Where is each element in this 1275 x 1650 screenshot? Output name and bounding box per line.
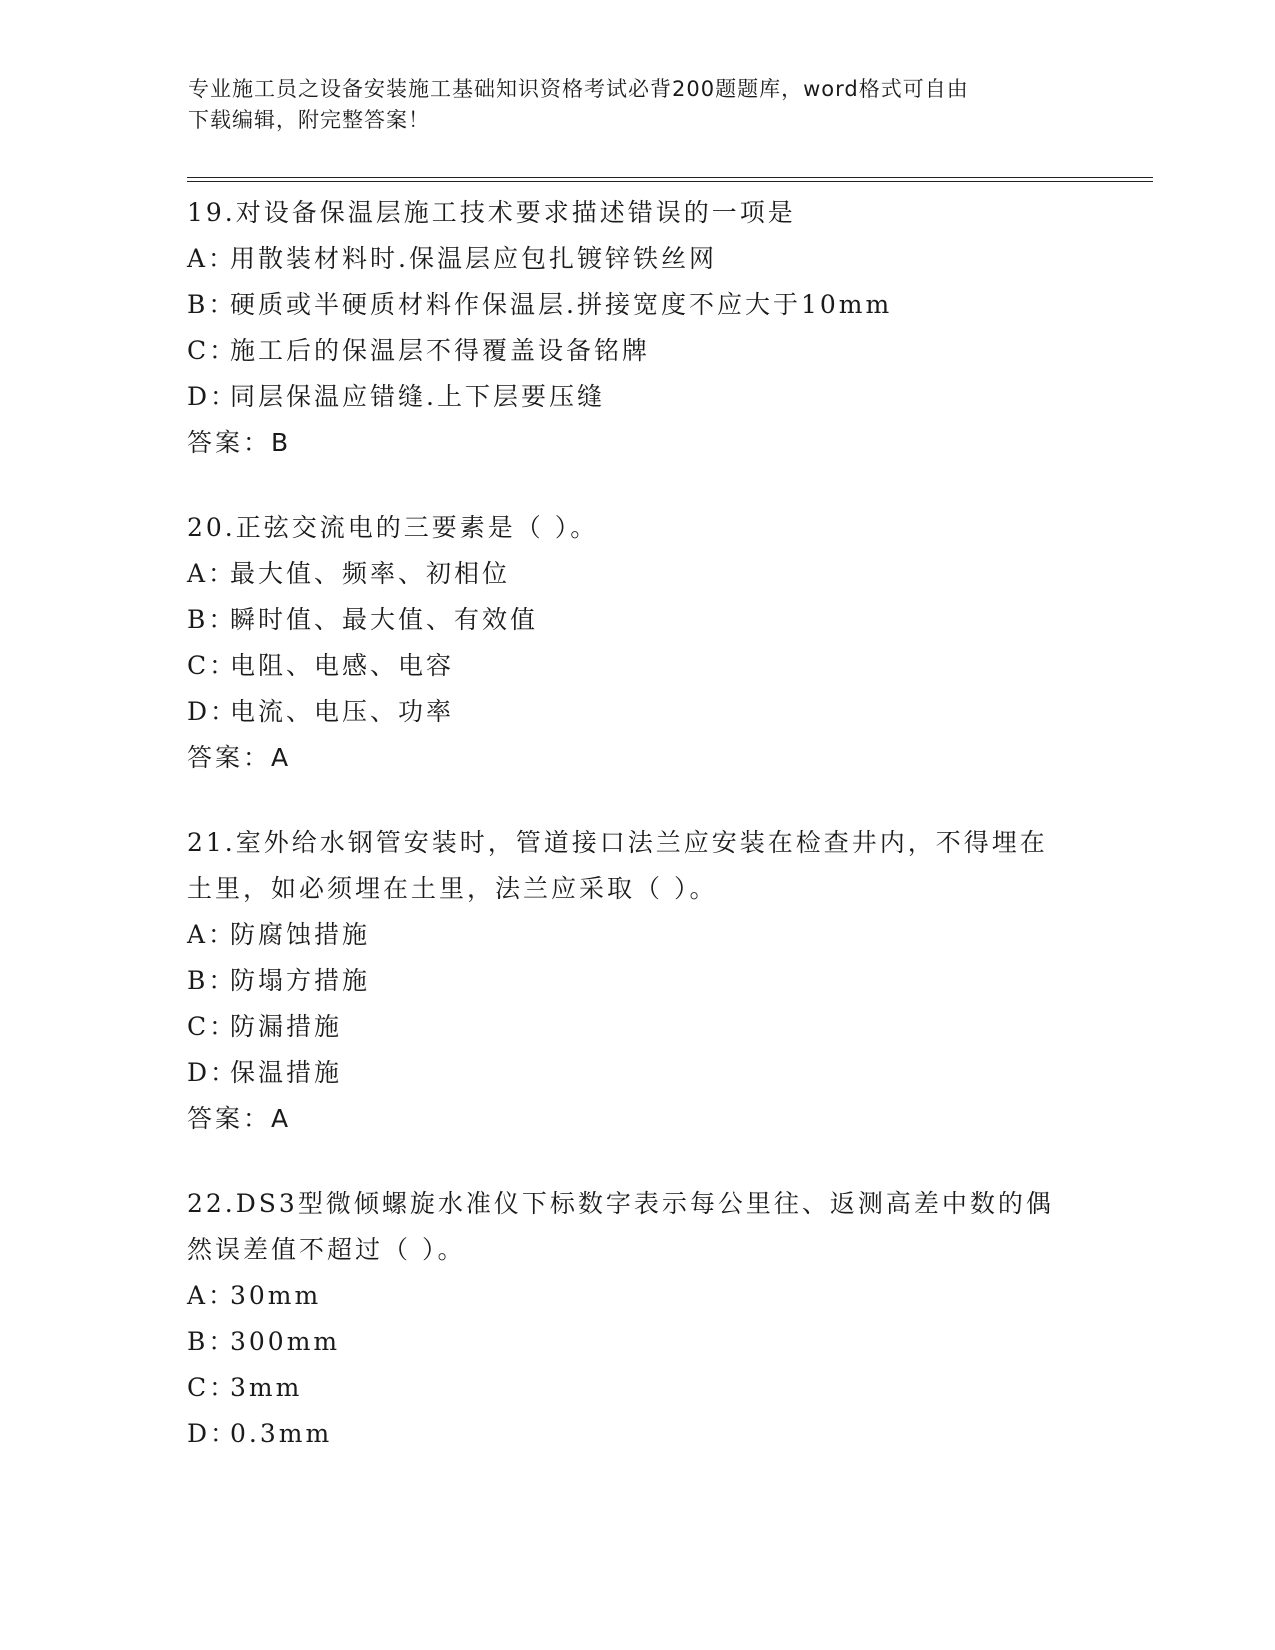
answer-option (187, 1319, 1087, 1365)
option-key: C： (187, 651, 238, 680)
question-block (187, 190, 1087, 466)
document-header (188, 74, 1068, 136)
answer-option (187, 1365, 1087, 1411)
option-key: D： (187, 697, 239, 726)
question-block (187, 505, 1087, 781)
option-text: 防漏措施 (230, 1012, 343, 1041)
option-text: 施工后的保温层不得覆盖设备铭牌 (230, 336, 651, 365)
option-text: 硬质或半硬质材料作保温层.拼接宽度不应大于10mm (230, 290, 893, 319)
option-text: 防腐蚀措施 (230, 920, 371, 949)
header-line-2: 下载编辑，附完整答案！ (188, 108, 430, 132)
answer-option (187, 689, 1087, 735)
option-text: 30mm (230, 1281, 322, 1310)
option-key: C： (187, 1012, 238, 1041)
answer-option (187, 1273, 1087, 1319)
header-line-1: 专业施工员之设备安装施工基础知识资格考试必背200题题库，word格式可自由 (188, 77, 969, 101)
question-stem: 土里，如必须埋在土里，法兰应采取（ ）。 (187, 874, 718, 903)
answer-line: 答案：A (187, 1104, 292, 1133)
question-stem: 21.室外给水钢管安装时，管道接口法兰应安装在检查井内，不得埋在 (187, 828, 1048, 857)
answer-option (187, 912, 1087, 958)
option-text: 最大值、频率、初相位 (230, 559, 511, 588)
answer-option (187, 236, 1087, 282)
question-list (187, 190, 1087, 1496)
option-key: C： (187, 1373, 238, 1402)
option-key: D： (187, 382, 239, 411)
option-text: 电阻、电感、电容 (230, 651, 455, 680)
option-text: 防塌方措施 (230, 966, 371, 995)
question-block (187, 1181, 1087, 1457)
answer-option (187, 282, 1087, 328)
option-text: 0.3mm (230, 1419, 333, 1448)
option-text: 300mm (230, 1327, 341, 1356)
answer-option (187, 1004, 1087, 1050)
answer-option (187, 374, 1087, 420)
question-stem: 22.DS3型微倾螺旋水准仪下标数字表示每公里往、返测高差中数的偶 (187, 1189, 1054, 1218)
answer-option (187, 643, 1087, 689)
option-key: A： (187, 1281, 237, 1310)
option-text: 同层保温应错缝.上下层要压缝 (230, 382, 605, 411)
answer-line: 答案：B (187, 428, 292, 457)
option-text: 保温措施 (230, 1058, 343, 1087)
option-text: 瞬时值、最大值、有效值 (230, 605, 539, 634)
option-text: 用散装材料时.保温层应包扎镀锌铁丝网 (230, 244, 717, 273)
option-key: B： (187, 605, 237, 634)
question-stem: 19.对设备保温层施工技术要求描述错误的一项是 (187, 198, 796, 227)
option-key: B： (187, 1327, 237, 1356)
answer-option (187, 1411, 1087, 1457)
question-stem: 20.正弦交流电的三要素是（ ）。 (187, 513, 599, 542)
answer-option (187, 1050, 1087, 1096)
option-key: C： (187, 336, 238, 365)
question-stem: 然误差值不超过（ ）。 (187, 1235, 466, 1264)
option-text: 电流、电压、功率 (230, 697, 455, 726)
option-key: A： (187, 559, 237, 588)
option-key: B： (187, 966, 237, 995)
answer-option (187, 958, 1087, 1004)
answer-line: 答案：A (187, 743, 292, 772)
option-key: A： (187, 920, 237, 949)
answer-option (187, 551, 1087, 597)
option-text: 3mm (230, 1373, 303, 1402)
header-divider (187, 177, 1153, 182)
answer-option (187, 328, 1087, 374)
answer-option (187, 597, 1087, 643)
option-key: D： (187, 1058, 239, 1087)
option-key: A： (187, 244, 237, 273)
option-key: B： (187, 290, 237, 319)
option-key: D： (187, 1419, 239, 1448)
question-block (187, 820, 1087, 1142)
